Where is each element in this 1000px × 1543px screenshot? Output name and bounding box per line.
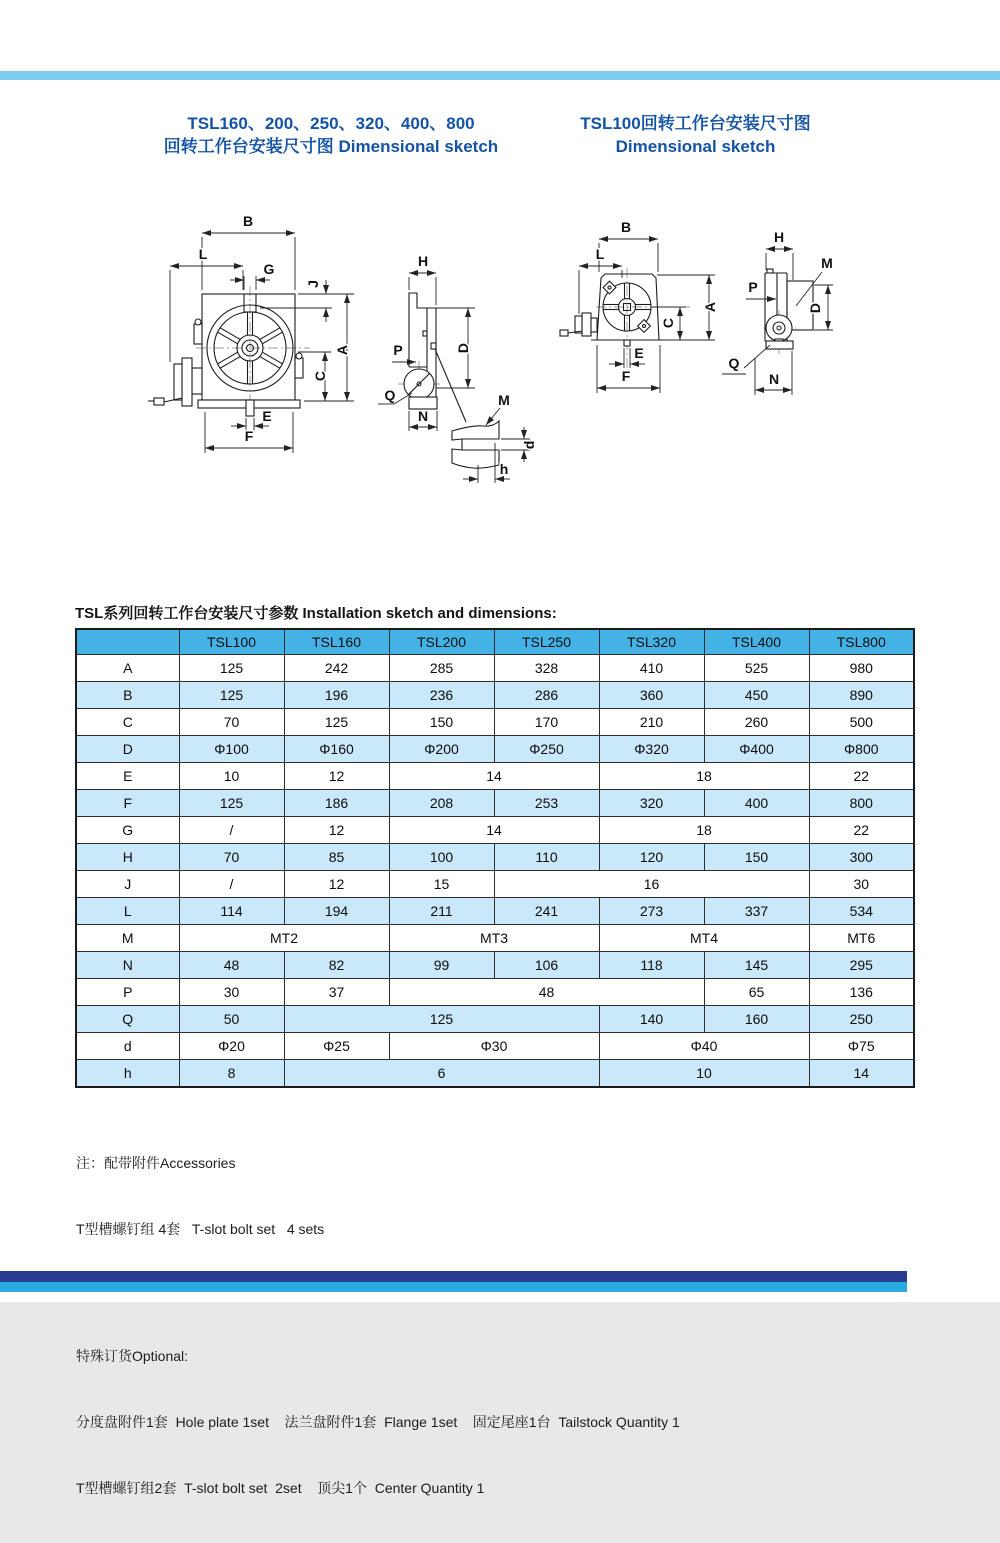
top-accent-bar [0, 71, 1000, 80]
table-cell: / [179, 817, 284, 844]
dim-label-m: M [498, 392, 510, 408]
table-cell: 22 [809, 763, 914, 790]
table-row [76, 682, 914, 709]
row-label: P [76, 979, 179, 1006]
table-cell: 99 [389, 952, 494, 979]
dim-label-l: L [198, 246, 208, 262]
table-row [76, 979, 914, 1006]
table-cell: 37 [284, 979, 389, 1006]
dim-label-q: Q [728, 355, 740, 371]
detail-leader [435, 349, 466, 422]
table-row [76, 736, 914, 763]
dim-label-e: E [262, 408, 272, 424]
heading-right [548, 112, 843, 158]
t-nut [246, 400, 254, 416]
table-cell: 211 [389, 898, 494, 925]
row-label: F [76, 790, 179, 817]
table-cell: 136 [809, 979, 914, 1006]
row-label: B [76, 682, 179, 709]
table-cell: 10 [179, 763, 284, 790]
table-row [76, 844, 914, 871]
dim-label-d: D [807, 302, 823, 314]
table-cell: Φ800 [809, 736, 914, 763]
table-row [76, 871, 914, 898]
table-cell: 400 [704, 790, 809, 817]
table-cell: 250 [809, 1006, 914, 1033]
table-row [76, 1060, 914, 1088]
table-cell: 300 [809, 844, 914, 871]
table-row [76, 763, 914, 790]
table-cell: 125 [179, 790, 284, 817]
dim-label-q: Q [384, 387, 396, 403]
table-cell: Φ200 [389, 736, 494, 763]
dimensional-sketch-side-small [722, 218, 882, 413]
row-label: L [76, 898, 179, 925]
dimensional-sketch-front-small [560, 212, 725, 412]
table-cell: Φ75 [809, 1033, 914, 1060]
table-row [76, 817, 914, 844]
table-cell: 12 [284, 817, 389, 844]
row-label: N [76, 952, 179, 979]
table-cell: 337 [704, 898, 809, 925]
table-cell: 145 [704, 952, 809, 979]
row-label: M [76, 925, 179, 952]
table-header-cell [76, 629, 179, 655]
table-header-cell: TSL160 [284, 629, 389, 655]
base-foot-small [766, 341, 793, 349]
dim-label-h: H [773, 229, 785, 245]
table-cell: 110 [494, 844, 599, 871]
table-cell: 48 [179, 952, 284, 979]
note-optional-item-1: 分度盘附件1套 Hole plate 1set 法兰盘附件1套 Flange 1set 固定尾座1台 Tailstock Quantity 1 [76, 1414, 680, 1430]
notes [76, 1108, 680, 1543]
table-cell: MT2 [179, 925, 389, 952]
heading-left-line1: TSL160、200、250、320、400、800 [187, 114, 475, 133]
table-cell: Φ320 [599, 736, 704, 763]
dim-label-e: E [634, 345, 644, 361]
clamp-screw-right [295, 358, 303, 378]
table-cell: 125 [179, 655, 284, 682]
taper-bore-detail [452, 421, 499, 468]
table-cell: 194 [284, 898, 389, 925]
table-cell: 208 [389, 790, 494, 817]
dim-label-g: G [263, 261, 275, 277]
table-header-cell: TSL400 [704, 629, 809, 655]
table-cell: 150 [389, 709, 494, 736]
table-cell: 70 [179, 709, 284, 736]
dim-label-f: F [621, 368, 631, 384]
heading-left-line2: 回转工作台安装尺寸图 Dimensional sketch [163, 137, 499, 156]
table-cell: 70 [179, 844, 284, 871]
table-cell: 253 [494, 790, 599, 817]
table-row [76, 790, 914, 817]
table-cell: 450 [704, 682, 809, 709]
table-cell: 285 [389, 655, 494, 682]
table-cell: MT4 [599, 925, 809, 952]
table-cell: 150 [704, 844, 809, 871]
table-row [76, 925, 914, 952]
table-cell: / [179, 871, 284, 898]
table-cell: 14 [809, 1060, 914, 1088]
table-cell: 16 [494, 871, 809, 898]
row-label: H [76, 844, 179, 871]
dim-label-n: N [417, 408, 429, 424]
table-cell: 118 [599, 952, 704, 979]
table-row [76, 709, 914, 736]
table-cell: 140 [599, 1006, 704, 1033]
dim-label-a: A [702, 301, 718, 313]
footer-accent-bar-light [0, 1282, 907, 1292]
dimensional-sketch-side-large [378, 243, 553, 503]
table-cell: 14 [389, 817, 599, 844]
row-label: h [76, 1060, 179, 1088]
table-cell: 15 [389, 871, 494, 898]
table-cell: 210 [599, 709, 704, 736]
table-cell: 125 [179, 682, 284, 709]
dim-label-h-lower: h [499, 461, 509, 477]
row-label: C [76, 709, 179, 736]
table-cell: 236 [389, 682, 494, 709]
heading-right-line1: TSL100回转工作台安装尺寸图 [580, 114, 811, 133]
table-cell: MT6 [809, 925, 914, 952]
table-cell: Φ40 [599, 1033, 809, 1060]
table-cell: 160 [704, 1006, 809, 1033]
table-cell: 8 [179, 1060, 284, 1088]
table-header-cell: TSL250 [494, 629, 599, 655]
table-cell: 6 [284, 1060, 599, 1088]
table-header-cell: TSL200 [389, 629, 494, 655]
dim-label-m: M [821, 255, 833, 271]
table-cell: 18 [599, 817, 809, 844]
dim-label-p: P [393, 342, 403, 358]
table-row [76, 1033, 914, 1060]
dim-label-a: A [334, 344, 350, 356]
table-header-cell: TSL320 [599, 629, 704, 655]
table-cell: 30 [179, 979, 284, 1006]
clamp-screw-left [194, 324, 202, 344]
table-cell: Φ400 [704, 736, 809, 763]
heading-right-line2: Dimensional sketch [615, 137, 776, 156]
table-cell: 12 [284, 871, 389, 898]
table-cell: 65 [704, 979, 809, 1006]
table-cell: Φ25 [284, 1033, 389, 1060]
table-cell: 30 [809, 871, 914, 898]
table-header-cell: TSL100 [179, 629, 284, 655]
table-cell: 125 [284, 709, 389, 736]
row-label: G [76, 817, 179, 844]
table-cell: 120 [599, 844, 704, 871]
row-label: A [76, 655, 179, 682]
table-cell: 14 [389, 763, 599, 790]
table-header-cell: TSL800 [809, 629, 914, 655]
table-cell: 890 [809, 682, 914, 709]
table-cell: 273 [599, 898, 704, 925]
row-label: E [76, 763, 179, 790]
table-cell: Φ250 [494, 736, 599, 763]
dim-label-j: J [305, 280, 321, 288]
dim-label-b: B [242, 213, 254, 229]
table-row [76, 1006, 914, 1033]
heading-left [160, 112, 502, 158]
table-cell: Φ160 [284, 736, 389, 763]
table-cell: 242 [284, 655, 389, 682]
row-label: J [76, 871, 179, 898]
table-cell: 196 [284, 682, 389, 709]
table-cell: 125 [284, 1006, 599, 1033]
handwheel [148, 358, 202, 406]
note-accessories-title: 注：配带附件Accessories [76, 1155, 236, 1171]
row-label: Q [76, 1006, 179, 1033]
note-accessories-item: T型槽螺钉组 4套 T-slot bolt set 4 sets [76, 1221, 325, 1237]
footer-accent-bar-dark [0, 1271, 907, 1282]
dim-label-n: N [768, 371, 780, 387]
table-cell: 286 [494, 682, 599, 709]
dimensional-sketch-front-large [148, 200, 378, 490]
table-row [76, 952, 914, 979]
row-label: D [76, 736, 179, 763]
table-cell: MT3 [389, 925, 599, 952]
dim-label-p: P [748, 279, 758, 295]
table-cell: 800 [809, 790, 914, 817]
dim-label-c: C [660, 317, 676, 329]
table-cell: 980 [809, 655, 914, 682]
table-cell: 260 [704, 709, 809, 736]
table-cell: 12 [284, 763, 389, 790]
table-cell: 50 [179, 1006, 284, 1033]
dim-label-b: B [620, 219, 632, 235]
table-cell: 85 [284, 844, 389, 871]
dim-label-d-upper: D [455, 342, 471, 354]
dim-label-h: H [417, 253, 429, 269]
table-cell: 22 [809, 817, 914, 844]
handwheel-side-small [766, 315, 792, 341]
t-nut-small [624, 340, 630, 346]
dim-label-c: C [312, 370, 328, 382]
table-cell: 320 [599, 790, 704, 817]
table-cell: 18 [599, 763, 809, 790]
table-cell: 48 [389, 979, 704, 1006]
table-cell: 106 [494, 952, 599, 979]
table-cell: 241 [494, 898, 599, 925]
dimensions-table [75, 628, 915, 1088]
table-cell: Φ100 [179, 736, 284, 763]
table-cell: 10 [599, 1060, 809, 1088]
table-cell: 100 [389, 844, 494, 871]
table-row [76, 898, 914, 925]
table-cell: 525 [704, 655, 809, 682]
table-title: TSL系列回转工作台安装尺寸参数 Installation sketch and dimensions: [75, 605, 557, 622]
dim-label-f: F [244, 428, 254, 444]
table-cell: 534 [809, 898, 914, 925]
dim-label-d-lower: d [521, 440, 537, 450]
handwheel-small [560, 313, 597, 336]
table-cell: 295 [809, 952, 914, 979]
table-cell: 114 [179, 898, 284, 925]
table-cell: 186 [284, 790, 389, 817]
dim-label-l: L [595, 246, 605, 262]
table-header-row [76, 629, 914, 655]
table-cell: Φ20 [179, 1033, 284, 1060]
row-label: d [76, 1033, 179, 1060]
table-cell: 328 [494, 655, 599, 682]
table-cell: Φ30 [389, 1033, 599, 1060]
table-row [76, 655, 914, 682]
table-cell: 360 [599, 682, 704, 709]
table-cell: 500 [809, 709, 914, 736]
table-cell: 170 [494, 709, 599, 736]
table-cell: 82 [284, 952, 389, 979]
note-optional-title: 特殊订货Optional: [76, 1348, 189, 1364]
table-cell: 410 [599, 655, 704, 682]
note-optional-item-2: T型槽螺钉组2套 T-slot bolt set 2set 顶尖1个 Center Quantity 1 [76, 1480, 485, 1496]
